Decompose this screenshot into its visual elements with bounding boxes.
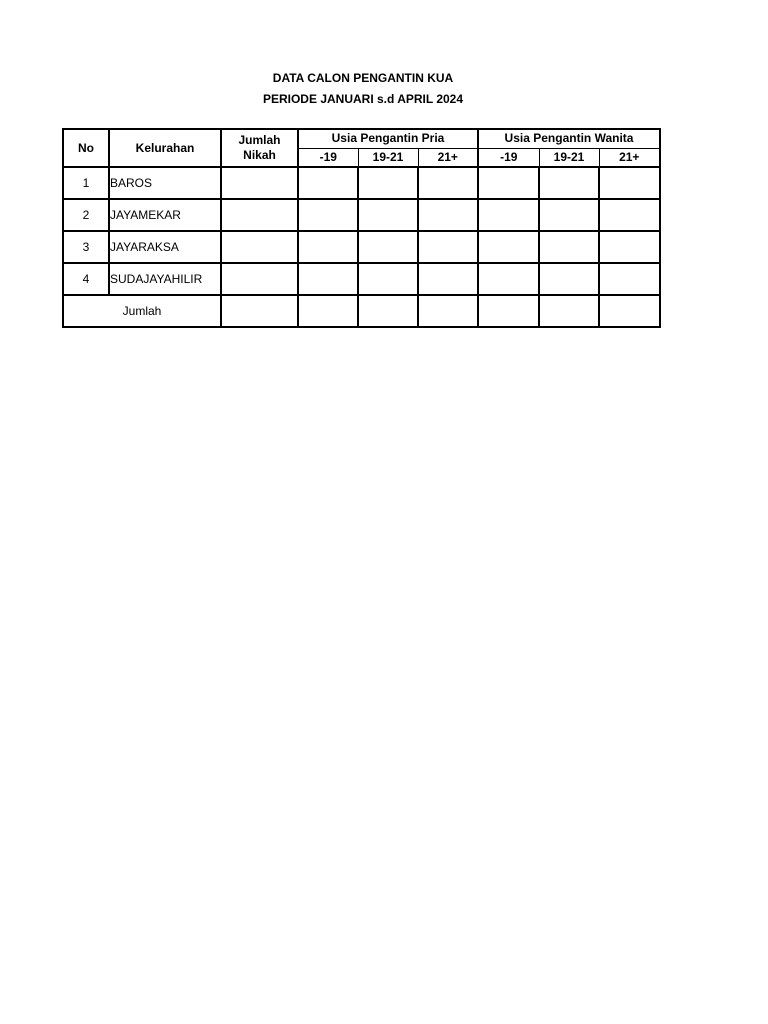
row-kelurahan: JAYARAKSA: [109, 231, 221, 263]
header-jumlah-nikah-line1: Jumlah: [238, 133, 281, 147]
row-jumlah-nikah-cell[interactable]: [221, 167, 298, 199]
document-title: [0, 68, 726, 110]
row-pria-under-19-cell[interactable]: [298, 167, 358, 199]
footer-wanita-19-21-cell[interactable]: [539, 295, 599, 327]
table-row: [63, 231, 660, 263]
row-wanita-21-plus-cell[interactable]: [599, 199, 660, 231]
header-wanita-under-19: -19: [478, 148, 539, 167]
header-usia-wanita: Usia Pengantin Wanita: [478, 129, 660, 148]
row-pria-19-21-cell[interactable]: [358, 263, 418, 295]
footer-pria-under-19-cell[interactable]: [298, 295, 358, 327]
header-wanita-19-21: 19-21: [539, 148, 599, 167]
table-footer-row: [63, 295, 660, 327]
row-kelurahan: BAROS: [109, 167, 221, 199]
row-kelurahan: SUDAJAYAHILIR: [109, 263, 221, 295]
footer-jumlah-label: Jumlah: [63, 295, 221, 327]
footer-wanita-21-plus-cell[interactable]: [599, 295, 660, 327]
row-pria-19-21-cell[interactable]: [358, 167, 418, 199]
header-jumlah-nikah: [221, 129, 298, 167]
table-row: [63, 263, 660, 295]
footer-pria-21-plus-cell[interactable]: [418, 295, 478, 327]
row-jumlah-nikah-cell[interactable]: [221, 263, 298, 295]
row-no: 1: [63, 167, 109, 199]
row-no: 3: [63, 231, 109, 263]
row-pria-under-19-cell[interactable]: [298, 231, 358, 263]
title-line-2: PERIODE JANUARI s.d APRIL 2024: [262, 92, 464, 106]
row-no: 2: [63, 199, 109, 231]
header-row-top: [63, 129, 660, 148]
row-wanita-21-plus-cell[interactable]: [599, 263, 660, 295]
header-pria-21-plus: 21+: [418, 148, 478, 167]
row-wanita-21-plus-cell[interactable]: [599, 167, 660, 199]
header-usia-pria: Usia Pengantin Pria: [298, 129, 478, 148]
row-wanita-19-21-cell[interactable]: [539, 263, 599, 295]
row-wanita-19-21-cell[interactable]: [539, 231, 599, 263]
row-pria-19-21-cell[interactable]: [358, 199, 418, 231]
row-wanita-21-plus-cell[interactable]: [599, 231, 660, 263]
footer-wanita-under-19-cell[interactable]: [478, 295, 539, 327]
row-kelurahan: JAYAMEKAR: [109, 199, 221, 231]
header-pria-under-19: -19: [298, 148, 358, 167]
row-pria-19-21-cell[interactable]: [358, 231, 418, 263]
row-wanita-under-19-cell[interactable]: [478, 199, 539, 231]
row-jumlah-nikah-cell[interactable]: [221, 231, 298, 263]
header-kelurahan: Kelurahan: [109, 129, 221, 167]
header-no: No: [63, 129, 109, 167]
row-wanita-under-19-cell[interactable]: [478, 231, 539, 263]
row-wanita-19-21-cell[interactable]: [539, 167, 599, 199]
row-pria-21-plus-cell[interactable]: [418, 167, 478, 199]
header-pria-19-21: 19-21: [358, 148, 418, 167]
header-wanita-21-plus: 21+: [599, 148, 660, 167]
row-wanita-under-19-cell[interactable]: [478, 167, 539, 199]
data-table: [62, 128, 661, 328]
title-line-1: DATA CALON PENGANTIN KUA: [272, 71, 454, 85]
row-wanita-19-21-cell[interactable]: [539, 199, 599, 231]
row-pria-21-plus-cell[interactable]: [418, 231, 478, 263]
table-row: [63, 167, 660, 199]
footer-jumlah-nikah-cell[interactable]: [221, 295, 298, 327]
row-wanita-under-19-cell[interactable]: [478, 263, 539, 295]
header-jumlah-nikah-line2: Nikah: [243, 148, 276, 162]
row-jumlah-nikah-cell[interactable]: [221, 199, 298, 231]
footer-pria-19-21-cell[interactable]: [358, 295, 418, 327]
row-pria-21-plus-cell[interactable]: [418, 263, 478, 295]
row-pria-under-19-cell[interactable]: [298, 199, 358, 231]
table-row: [63, 199, 660, 231]
row-pria-under-19-cell[interactable]: [298, 263, 358, 295]
row-pria-21-plus-cell[interactable]: [418, 199, 478, 231]
row-no: 4: [63, 263, 109, 295]
